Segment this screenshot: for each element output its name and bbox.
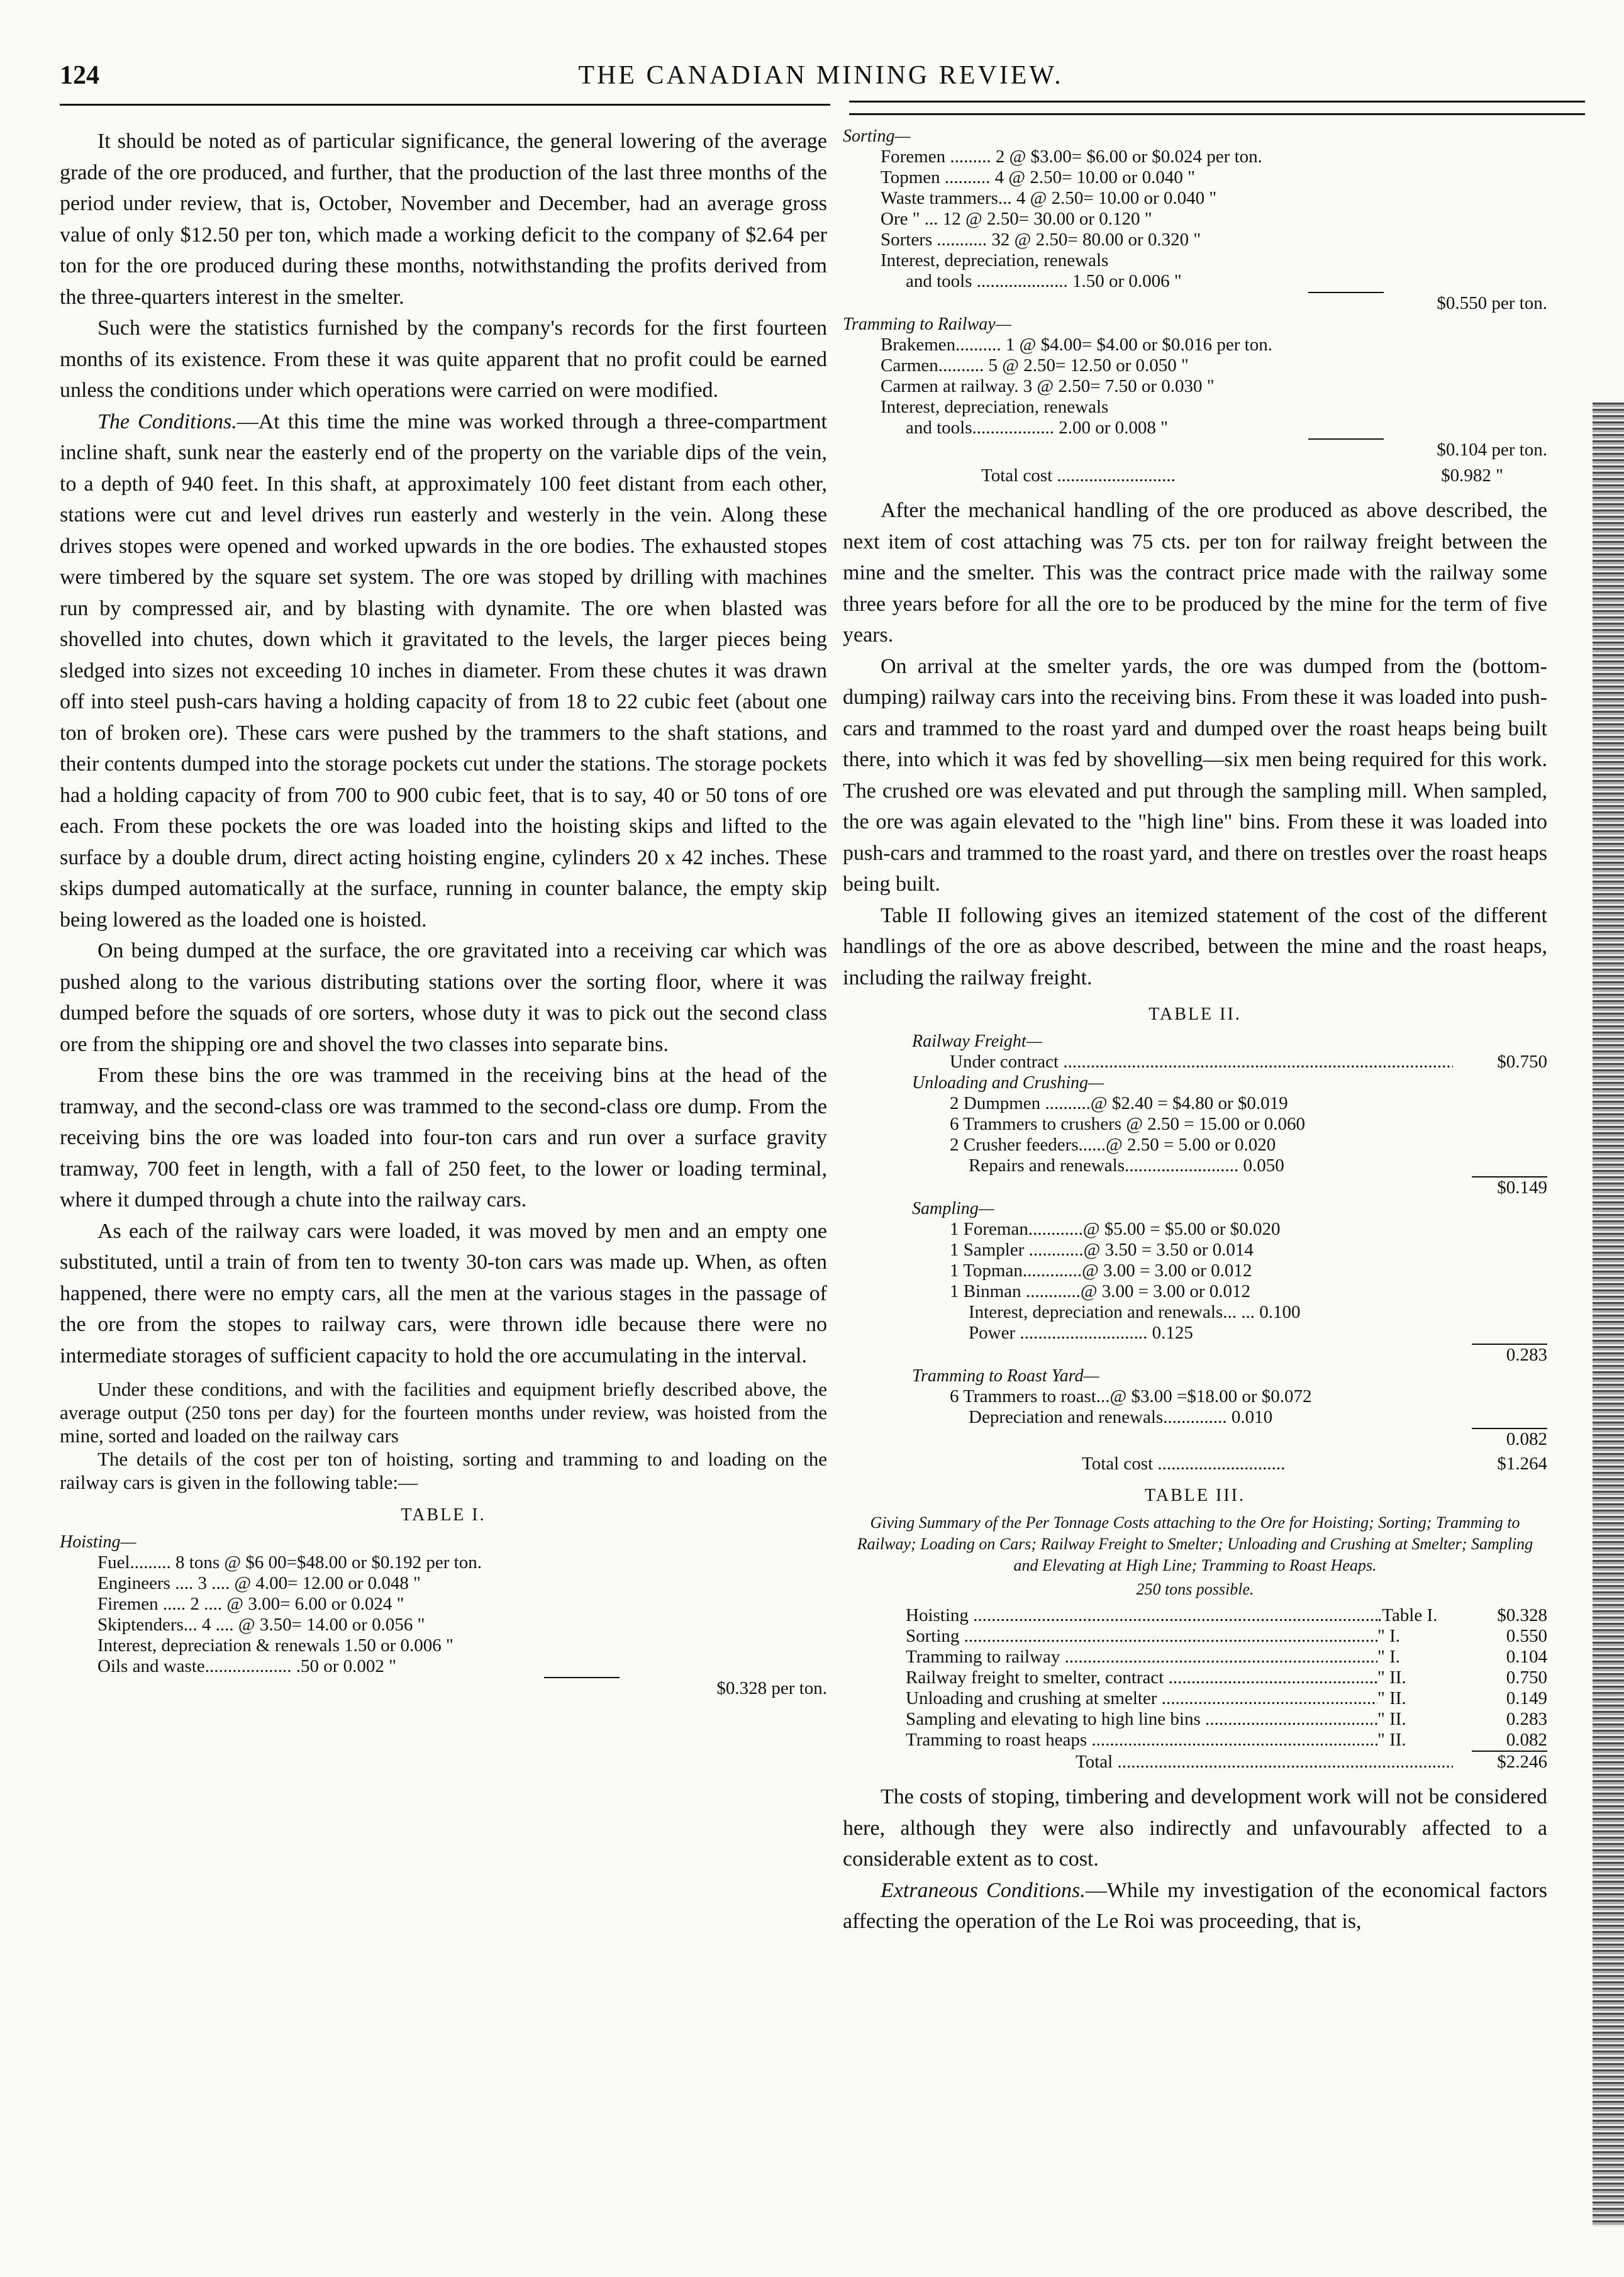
table-total: $0.550 per ton.: [1437, 293, 1547, 313]
paragraph: The Conditions.—At this time the mine was worked through a three-compartment incline shaft, sunk near the easterly end of the property on the variable dips of the vein, to a depth of 940 feet. In this shaft, at approximately 100 feet distant from each other, stations were cut and level drives run easterly and westerly in the vein. Along these drives stopes were opened and worked upwards in the ore bodies. The exhausted stopes were timbered by the square set system. The ore was stoped by drilling with machines run by compressed air, and by blasting with dynamite. The ore when blasted was shovelled into chutes, down which it gravitated to the levels, the larger pieces being sledged into sizes not exceeding 10 inches in diameter. From these chutes it was drawn off into steel push-cars having a holding capacity of from 18 to 22 cubic feet (about one ton of broken ore). These cars were pushed by the trammers to the shaft stations, and their contents dumped into the storage pockets cut under the stations. The storage pockets had a holding capacity of from 700 to 900 cubic feet, that is to say, 40 or 50 tons of ore each. From these pockets the ore was loaded into the hoisting skips and lifted to the surface by a double drum, direct acting hoisting engine, cylinders 20 x 42 inches. These skips dumped automatically at the surface, running in counter balance, the empty skip being lowered as the loaded one is hoisted.: [60, 409, 827, 932]
journal-title: THE CANADIAN MINING REVIEW.: [578, 61, 1064, 90]
table-row: 1 Foreman............@ $5.00 = $5.00 or $0.020: [950, 1219, 1281, 1239]
table-1: [60, 1532, 827, 1699]
paragraph: Table II following gives an itemized statement of the cost of the different handlings of the ore as above described, between the mine and the roast heaps, including the railway freight.: [843, 903, 1547, 989]
row-value: 0.550: [1506, 1626, 1547, 1646]
header-rule: [60, 104, 830, 106]
row-label: Sorting .....: [906, 1626, 1377, 1647]
table-3: [843, 1605, 1547, 1773]
paragraph: From these bins the ore was trammed in the receiving bins at the head of the tramway, and the second-class ore was trammed to the second-class ore dump. From the receiving bins the ore was loaded into four-ton cars and run over a surface gravity tramway, 700 feet in length, with a fall of 250 feet, to the lower or loading terminal, where it dumped through a chute into the railway cars.: [60, 1064, 827, 1211]
table-subtitle: Giving Summary of the Per Tonnage Costs attaching to the Ore for Hoisting; Sorting; Tramming to Railway; Loading on Cars; Railway Freight to Smelter; Unloading and Crushing at Smelter; Sampling and Elevating at High Line; Tramming to Roast Heaps.: [857, 1513, 1533, 1574]
right-column: [843, 126, 1547, 1937]
table-row: [906, 1647, 1547, 1667]
paragraph: On arrival at the smelter yards, the ore was dumped from the (bottom-dumping) railway cars into the receiving bins. From these it was loaded into push-cars and trammed to the roast yard and dumped over the roast heaps being built there, into which it was fed by shovelling—six men being required for this work. The crushed ore was elevated and put through the sampling mill. When sampled, the ore was again elevated to the "high line" bins. From these it was loaded into push-cars and trammed to the roast yard, and there on trestles over the roast heaps being built.: [843, 654, 1547, 896]
table-row: Engineers .... 3 .... @ 4.00= 12.00 or 0.048 ": [97, 1573, 421, 1593]
table-row: Skiptenders... 4 .... @ 3.50= 14.00 or 0.056 ": [97, 1615, 425, 1635]
table-row: Depreciation and renewals.............. 0.010: [969, 1407, 1273, 1427]
table-row: 2 Crusher feeders......@ 2.50 = 5.00 or 0.020: [950, 1135, 1276, 1155]
row-label: Railway freight to smelter, contract .....: [906, 1667, 1377, 1688]
row-ref: " II.: [1377, 1730, 1406, 1750]
table-total: $0.104 per ton.: [1437, 440, 1547, 460]
paragraph: Such were the statistics furnished by the company's records for the first fourteen months of its existence. From these it was quite apparent that no profit could be earned unless the conditions under which operations were carried on were modified.: [60, 316, 827, 402]
paragraph: It should be noted as of particular significance, the general lowering of the average grade of the ore produced, and further, that the production of the last three months of the period under review, that is, October, November and December, had an average gross value of only $12.50 per ton, which made a working deficit to the company of $2.64 per ton for the ore produced during these months, notwithstanding the profits derived from the three-quarters interest in the smelter.: [60, 130, 827, 309]
table-row: Repairs and renewals......................... 0.050: [969, 1155, 1284, 1176]
row-ref: " I.: [1377, 1626, 1400, 1646]
row-ref: " II.: [1377, 1709, 1406, 1729]
row-label: Under contract .....: [950, 1052, 1453, 1072]
total-cost-label: Total cost ..........................: [981, 465, 1176, 486]
table-subtotal: 0.283: [1506, 1345, 1547, 1365]
table-section: Sorting—: [843, 126, 911, 146]
table-row: 1 Binman ............@ 3.00 = 3.00 or 0.012: [950, 1281, 1251, 1301]
table-row: Fuel......... 8 tons @ $6 00=$48.00 or $0.192 per ton.: [97, 1552, 482, 1573]
table-row: Interest, depreciation, renewals: [881, 397, 1109, 417]
table-caption: TABLE II.: [1148, 1005, 1242, 1024]
table-row: [906, 1667, 1547, 1688]
section-heading: The Conditions.: [97, 409, 237, 433]
page-header: [60, 55, 1582, 106]
row-value: 0.082: [1506, 1730, 1547, 1750]
row-label: Unloading and crushing at smelter .....: [906, 1688, 1377, 1709]
table-subtotal: $0.149: [1497, 1177, 1547, 1198]
total-label: Total .....: [1076, 1752, 1453, 1773]
table-row: Interest, depreciation & renewals 1.50 or 0.006 ": [97, 1635, 453, 1656]
row-value: 0.104: [1506, 1647, 1547, 1667]
row-value: 0.750: [1506, 1667, 1547, 1688]
table-row: Interest, depreciation and renewals... ... 0.100: [969, 1302, 1301, 1322]
scan-edge: [1593, 403, 1624, 2227]
table-row: Sorters ........... 32 @ 2.50= 80.00 or 0.320 ": [881, 230, 1201, 250]
row-value: 0.149: [1506, 1688, 1547, 1708]
table-row: Oils and waste................... .50 or 0.002 ": [97, 1656, 396, 1676]
total-row: [906, 1752, 1547, 1773]
row-label: Hoisting .....: [906, 1605, 1377, 1626]
table-section: Railway Freight—: [912, 1032, 1042, 1051]
table-caption: TABLE I.: [401, 1505, 486, 1525]
table-row: and tools .................... 1.50 or 0.006 ": [906, 271, 1182, 291]
table-row: Carmen.......... 5 @ 2.50= 12.50 or 0.050 ": [881, 355, 1189, 376]
table-2: [843, 1031, 1547, 1474]
table-row: Ore " ... 12 @ 2.50= 30.00 or 0.120 ": [881, 209, 1152, 229]
paragraph: The details of the cost per ton of hoisting, sorting and tramming to and loading on the railway cars is given in the following table:—: [60, 1448, 827, 1493]
table-row: Waste trammers... 4 @ 2.50= 10.00 or 0.040 ": [881, 188, 1217, 208]
sorting-table: [843, 126, 1547, 486]
table-row: Topmen .......... 4 @ 2.50= 10.00 or 0.040 ": [881, 167, 1195, 187]
table-row: Interest, depreciation, renewals: [881, 250, 1109, 270]
table-row: 1 Topman.............@ 3.00 = 3.00 or 0.012: [950, 1261, 1252, 1281]
row-label: Sampling and elevating to high line bins .....: [906, 1709, 1377, 1730]
row-label: Tramming to roast heaps .....: [906, 1730, 1377, 1751]
total-cost-value: $0.982 ": [1441, 465, 1503, 486]
table-row: [906, 1730, 1547, 1751]
table-section: Hoisting—: [60, 1532, 136, 1552]
table-row: Carmen at railway. 3 @ 2.50= 7.50 or 0.030 ": [881, 376, 1215, 396]
closing-body: [843, 1781, 1547, 1937]
table-section: Unloading and Crushing—: [912, 1073, 1104, 1093]
table-section: Tramming to Roast Yard—: [912, 1366, 1099, 1386]
table-row: and tools.................. 2.00 or 0.008 ": [906, 418, 1169, 438]
total-value: $2.246: [1497, 1752, 1547, 1772]
total-cost-row: [912, 1454, 1547, 1474]
table-row: 1 Sampler ............@ 3.50 = 3.50 or 0.014: [950, 1240, 1254, 1260]
table-subtotal: 0.082: [1506, 1429, 1547, 1449]
header-rule: [849, 101, 1585, 103]
paragraph: Under these conditions, and with the facilities and equipment briefly described above, the average output (250 tons per day) for the fourteen months under review, was hoisted from the mine, sorted and loaded on the railway cars: [60, 1378, 827, 1447]
row-value: $0.328: [1497, 1605, 1547, 1625]
row-ref: " II.: [1377, 1667, 1406, 1688]
table-row: Foremen ......... 2 @ $3.00= $6.00 or $0.024 per ton.: [881, 147, 1262, 167]
table-row: [906, 1626, 1547, 1647]
total-cost-label: Total cost ............................: [1082, 1454, 1286, 1474]
row-value: $0.750: [1497, 1052, 1547, 1072]
paragraph: After the mechanical handling of the ore produced as above described, the next item of cost attaching was 75 cts. per ton for railway freight between the mine and the smelter. This was the contract price made with the railway some three years before for all the ore to be produced by the mine for the term of five years.: [843, 499, 1547, 647]
table-section: Sampling—: [912, 1199, 994, 1218]
table-row: Power ............................ 0.125: [969, 1323, 1193, 1343]
paragraph: On being dumped at the surface, the ore gravitated into a receiving car which was pushed along to the various distributing stations over the sorting floor, where it was dumped before the squads of ore sorters, whose duty it was to pick out the second class ore from the shipping ore and shovel the two classes into separate bins.: [60, 939, 827, 1056]
table-row: Firemen ..... 2 .... @ 3.00= 6.00 or 0.024 ": [97, 1594, 404, 1614]
paragraph-text: While my investigation of the economical factors affecting the operation of the Le Roi was proceeding, that is,: [843, 1878, 1548, 1933]
section-heading: Extraneous Conditions.: [881, 1878, 1086, 1902]
table-total: $0.328 per ton.: [716, 1678, 827, 1698]
row-ref: .Table I.: [1377, 1605, 1438, 1625]
header-rule: [849, 113, 1585, 115]
paragraph-text: At this time the mine was worked through a three-compartment incline shaft, sunk near the easterly end of the property on the variable dips of the vein, to a depth of 940 feet. In this shaft, at approximately 100 feet distant from each other, stations were cut and level drives run easterly and westerly in the vein. Along these drives stopes were opened and worked upwards in the ore bodies. The exhausted stopes were timbered by the square set system. The ore was stoped by drilling with machines run by compressed air, and by blasting with dynamite. The ore when blasted was shovelled into chutes, down which it gravitated to the levels, the larger pieces being sledged into sizes not exceeding 10 inches in diameter. From these chutes it was drawn off into steel push-cars having a holding capacity of from 18 to 22 cubic feet (about one ton of broken ore). These cars were pushed by the trammers to the shaft stations, and their contents dumped into the storage pockets cut under the stations. The storage pockets had a holding capacity of from 700 to 900 cubic feet, that is to say, 40 or 50 tons of ore each. From these pockets the ore was loaded into the hoisting skips and lifted to the surface by a double drum, direct acting hoisting engine, cylinders 20 x 42 inches. These skips dumped automatically at the surface, running in counter balance, the empty skip being lowered as the loaded one is hoisted.: [60, 409, 827, 932]
total-cost-row: [843, 465, 1547, 486]
left-column: [60, 126, 827, 1699]
table-row: 6 Trammers to crushers @ 2.50 = 15.00 or 0.060: [950, 1114, 1306, 1134]
table-row: 6 Trammers to roast...@ $3.00 =$18.00 or $0.072: [950, 1386, 1312, 1406]
paragraph: The costs of stoping, timbering and development work will not be considered here, although they were also indirectly and unfavourably affected to a considerable extent as to cost.: [843, 1785, 1547, 1871]
table-note: 250 tons possible.: [1136, 1580, 1254, 1598]
table-row: Brakemen.......... 1 @ $4.00= $4.00 or $0.016 per ton.: [881, 335, 1272, 355]
row-label: Tramming to railway .....: [906, 1647, 1377, 1667]
paragraph: Extraneous Conditions.—While my investigation of the economical factors affecting the operation of the Le Roi was proceeding, that is,: [843, 1878, 1548, 1933]
table-row: [912, 1052, 1547, 1072]
table-section: Tramming to Railway—: [843, 315, 1011, 334]
row-ref: " II.: [1377, 1688, 1406, 1708]
paragraph: As each of the railway cars were loaded, it was moved by men and an empty one substituted, until a train of from ten to twenty 30-ton cars was made up. When, as often happened, there were no empty cars, all the men at the various stages in the passage of the ore from the stopes to railway cars, were thrown idle because there were no intermediate storages of sufficient capacity to hold the ore accumulating in the interval.: [60, 1219, 827, 1367]
table-row: [906, 1688, 1547, 1709]
right-body: [843, 495, 1547, 993]
total-cost-value: $1.264: [1497, 1454, 1547, 1474]
table-caption: TABLE III.: [1145, 1486, 1245, 1505]
row-value: 0.283: [1506, 1709, 1547, 1729]
page-number: 124: [60, 61, 99, 90]
table-row: [906, 1709, 1547, 1730]
row-ref: " I.: [1377, 1647, 1400, 1667]
table-row: [906, 1605, 1547, 1626]
table-row: 2 Dumpmen ..........@ $2.40 = $4.80 or $0.019: [950, 1093, 1288, 1113]
